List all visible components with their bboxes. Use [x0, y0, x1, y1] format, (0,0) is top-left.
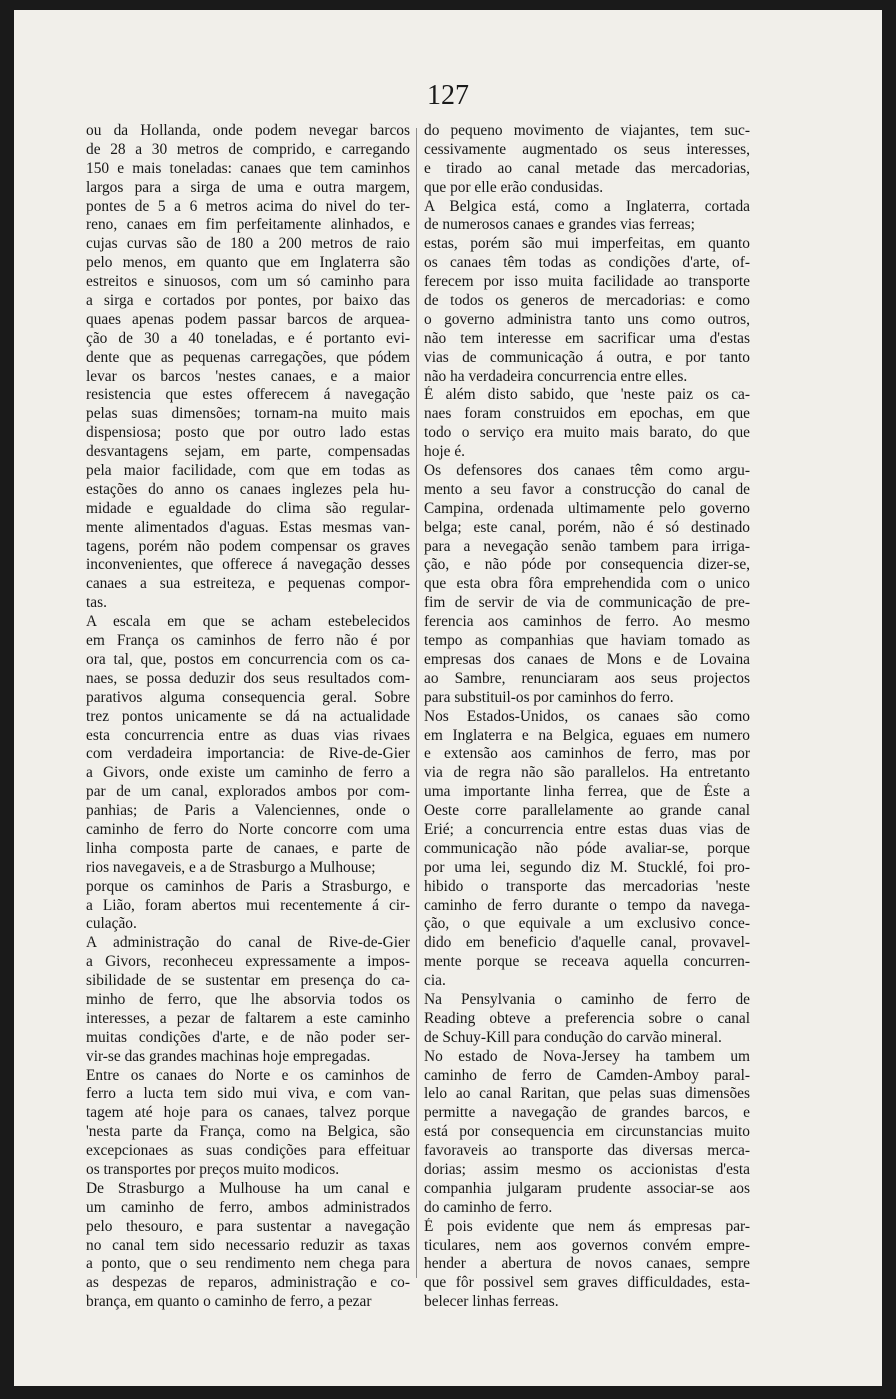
text-line: belga; este canal, porém, não é só destinado [424, 518, 750, 536]
text-line: não tem interesse em sacrificar uma d'estas [424, 329, 750, 347]
text-line: desvantagens sejam, em parte, compensadas [86, 443, 410, 461]
page-sheet [14, 10, 882, 1386]
text-line: fim de servir de via de communicação de pre- [424, 594, 750, 612]
right-column [424, 122, 750, 1312]
text-line: culação. [86, 915, 137, 933]
left-column [86, 122, 410, 1312]
text-line: caminho de ferro de Camden-Amboy paral- [424, 1066, 750, 1084]
text-line: sibilidade de se sustentar em presença do ca- [86, 972, 410, 990]
text-line: todo o serviço era muito mais barato, do que [424, 424, 750, 442]
text-line: vias de communicação á outra, e por tanto [424, 348, 750, 366]
text-line: dorias; assim mesmo os accionistas d'esta [424, 1160, 750, 1178]
text-line: Na Pensylvania o caminho de ferro de [424, 990, 750, 1008]
text-line: que esta obra fôra emprehendida com o unico [424, 575, 750, 593]
text-line: de Schuy-Kill para condução do carvão mineral. [424, 1028, 722, 1046]
text-line: trez pontos unicamente se dá na actualidade [86, 707, 410, 725]
text-line: cessivamente augmentado os seus interesses, [424, 140, 750, 158]
text-line: com verdadeira importancia: de Rive-de-Gier [86, 745, 410, 763]
text-line: Reading obteve a preferencia sobre o canal [424, 1009, 750, 1027]
text-line: companhia julgaram prudente associar-se aos [424, 1179, 750, 1197]
text-line: ferro a lucta tem sido mui viva, e com van- [86, 1085, 410, 1103]
text-line: dido em beneficio d'aquelle canal, provavel- [424, 934, 750, 952]
text-line: porque os caminhos de Paris a Strasburgo, e [86, 877, 410, 895]
text-line: levar os barcos 'nestes canaes, e a maior [86, 367, 410, 385]
text-line: Oeste corre parallelamente ao grande canal [424, 802, 750, 820]
text-line: Nos Estados-Unidos, os canaes são como [424, 707, 750, 725]
text-line: É além disto sabido, que 'neste paiz os ca- [424, 386, 750, 404]
text-line: cia. [424, 972, 446, 990]
text-line: tas. [86, 594, 107, 612]
text-line: No estado de Nova-Jersey ha tambem um [424, 1047, 750, 1065]
text-line: excepcionaes as suas condições para effeituar [86, 1142, 410, 1160]
text-line: mente porque se receava aquella concurren- [424, 953, 750, 971]
text-line: parativos alguma consequencia geral. Sobre [86, 688, 410, 706]
text-line: não ha verdadeira concurrencia entre elles. [424, 367, 688, 385]
text-line: minho de ferro, que lhe absorvia todos os [86, 990, 410, 1008]
text-line: por uma lei, segundo diz M. Stucklé, foi pro- [424, 858, 750, 876]
text-line: em França os caminhos de ferro não é por [86, 632, 410, 650]
text-line: Entre os canaes do Norte e os caminhos de [86, 1066, 410, 1084]
text-line: a ponto, que o seu rendimento nem chega para [86, 1255, 410, 1273]
text-line: e tirado ao canal metade das mercadorias, [424, 159, 750, 177]
text-line: tagem até hoje para os canaes, talvez porque [86, 1104, 410, 1122]
text-line: tagens, porém não podem compensar os graves [86, 537, 410, 555]
text-line: ção de 30 a 40 toneladas, e é portanto evi- [86, 329, 410, 347]
text-line: a sirga e cortados por pontes, por baixo das [86, 292, 410, 310]
text-line: resistencia que estes offerecem á navegação [86, 386, 410, 404]
text-line: as despezas de reparos, administração e co- [86, 1274, 410, 1292]
text-line: via de regra não são parallelos. Ha entretanto [424, 764, 750, 782]
text-line: a Lião, foram abertos mui recentemente á cir- [86, 896, 410, 914]
text-line: a Givors, onde existe um caminho de ferro a [86, 764, 410, 782]
text-line: do pequeno movimento de viajantes, tem suc- [424, 122, 750, 139]
text-line: caminho de ferro do Norte concorre com uma [86, 820, 410, 838]
text-line: permitte a navegação de grandes barcos, e [424, 1104, 750, 1122]
text-line: par de um canal, explorados ambos por com- [86, 783, 410, 801]
text-line: hibido o transporte das mercadorias 'neste [424, 877, 750, 895]
text-line: 150 e mais toneladas: canaes que tem caminhos [86, 159, 410, 177]
text-line: para a nevegação senão tambem para irriga- [424, 537, 750, 555]
text-line: Os defensores dos canaes têm como argu- [424, 462, 750, 480]
text-line: mento a seu favor a construcção do canal de [424, 480, 750, 498]
text-line: dente que as pequenas carregações, que pódem [86, 348, 410, 366]
text-line: A escala em que se acham estebelecidos [86, 613, 410, 631]
text-line: midade e egualdade do clima são regular- [86, 499, 410, 517]
text-line: Campina, ordenada ultimamente pelo governo [424, 499, 750, 517]
text-line: a Givors, reconheceu expressamente a impos- [86, 953, 410, 971]
text-line: favoraveis ao transporte das diversas merca- [424, 1142, 750, 1160]
text-line: estações do anno os canaes inglezes pela hu- [86, 480, 410, 498]
text-line: pelo menos, em quanto que em Inglaterra são [86, 254, 410, 272]
text-line: um caminho de ferro, ambos administrados [86, 1198, 410, 1216]
text-line: de 28 a 30 metros de comprido, e carregando [86, 140, 410, 158]
text-line: interesses, a pezar de faltarem a este caminho [86, 1009, 410, 1027]
text-line: pelas suas dimensões; tornam-na muito mais [86, 405, 410, 423]
text-line: de numerosos canaes e grandes vias ferreas; [424, 216, 695, 234]
text-line: pela maior facilidade, com que em todas as [86, 462, 410, 480]
text-line: mente alimentados d'aguas. Estas mesmas van- [86, 518, 410, 536]
text-line: uma importante linha ferrea, que de Éste a [424, 783, 750, 801]
text-line: naes, se possa deduzir dos seus resultados com- [86, 669, 410, 687]
text-line: ora tal, que, postos em concurrencia com os ca- [86, 650, 410, 668]
text-line: caminho de ferro durante o tempo da navega- [424, 896, 750, 914]
text-line: e extensão aos caminhos de ferro, mas por [424, 745, 750, 763]
text-line: de todos os generos de mercadorias: e como [424, 292, 750, 310]
text-line: que fôr possivel sem graves difficuldades, esta- [424, 1274, 750, 1292]
text-line: linha composta parte de canaes, e parte de [86, 839, 410, 857]
text-line: reno, canaes em fim perfeitamente alinhados, e [86, 216, 410, 234]
text-line: ferecem por isso muita facilidade ao transporte [424, 273, 750, 291]
text-line: belecer linhas ferreas. [424, 1293, 559, 1311]
text-line: para substituil-os por caminhos do ferro. [424, 688, 674, 706]
text-line: brança, em quanto o caminho de ferro, a pezar [86, 1293, 372, 1311]
text-line: o governo administra tanto uns como outros, [424, 310, 750, 328]
text-line: em Inglaterra e na Belgica, eguaes em numero [424, 726, 750, 744]
text-line: empresas dos canaes de Mons e de Lovaina [424, 650, 750, 668]
text-line: ou da Hollanda, onde podem nevegar barcos [86, 122, 410, 139]
text-line: De Strasburgo a Mulhouse ha um canal e [86, 1179, 410, 1197]
text-line: está por consequencia em circunstancias muito [424, 1123, 750, 1141]
text-line: estreitos e sinuosos, com um só caminho para [86, 273, 410, 291]
text-line: estas, porém são mui imperfeitas, em quanto [424, 235, 750, 253]
text-line: hoje é. [424, 443, 466, 461]
text-line: 'nesta parte da França, como na Belgica, são [86, 1123, 410, 1141]
text-line: A administração do canal de Rive-de-Gier [86, 934, 410, 952]
text-line: cujas curvas são de 180 a 200 metros de raio [86, 235, 410, 253]
text-line: communicação não póde avaliar-se, porque [424, 839, 750, 857]
text-line: ção, o que equivale a um exclusivo conce- [424, 915, 750, 933]
text-line: panhias; de Paris a Valenciennes, onde o [86, 802, 410, 820]
text-line: os transportes por preços muito modicos. [86, 1160, 340, 1178]
text-line: quaes apenas podem passar barcos de arquea- [86, 310, 410, 328]
page-number: 127 [427, 80, 469, 111]
text-line: lelo ao canal Raritan, que pelas suas dimensões [424, 1085, 750, 1103]
text-line: Erié; a concurrencia entre estas duas vias de [424, 820, 750, 838]
text-line: no canal tem sido necessario reduzir as taxas [86, 1236, 410, 1254]
text-line: esta concurrencia entre as duas vias rivaes [86, 726, 410, 744]
text-line: muitas condições d'arte, e de não poder ser- [86, 1028, 410, 1046]
text-line: do caminho de ferro. [424, 1198, 553, 1216]
text-line: ferencia aos caminhos de ferro. Ao mesmo [424, 613, 750, 631]
text-line: que por elle erão condusidas. [424, 178, 604, 196]
text-line: rios navegaveis, e a de Strasburgo a Mulhouse; [86, 858, 376, 876]
text-line: ticulares, nem aos governos convém empre- [424, 1236, 750, 1254]
text-line: É pois evidente que nem ás empresas par- [424, 1217, 750, 1235]
text-line: canaes a sua estreiteza, e pequenas compor- [86, 575, 410, 593]
column-divider [416, 128, 417, 1278]
text-line: vir-se das grandes machinas hoje empregadas. [86, 1047, 371, 1065]
text-line: ção, e não póde por consequencia dizer-se, [424, 556, 750, 574]
text-line: dispensiosa; posto que por outro lado estas [86, 424, 410, 442]
text-line: A Belgica está, como a Inglaterra, cortada [424, 197, 750, 215]
text-line: hender a abertura de novos canaes, sempre [424, 1255, 750, 1273]
text-line: naes foram construidos em epochas, em que [424, 405, 750, 423]
text-line: os canaes têm todas as condições d'arte, of- [424, 254, 750, 272]
text-line: pontes de 5 a 6 metros acima do nivel do ter- [86, 197, 410, 215]
text-line: largos para a sirga de uma e outra margem, [86, 178, 410, 196]
text-line: pelo thesouro, e para sustentar a navegação [86, 1217, 410, 1235]
text-line: inconvenientes, que offerece á navegação desses [86, 556, 410, 574]
text-line: tempo as companhias que haviam tomado as [424, 632, 750, 650]
text-line: ao Sambre, renunciaram aos seus projectos [424, 669, 750, 687]
